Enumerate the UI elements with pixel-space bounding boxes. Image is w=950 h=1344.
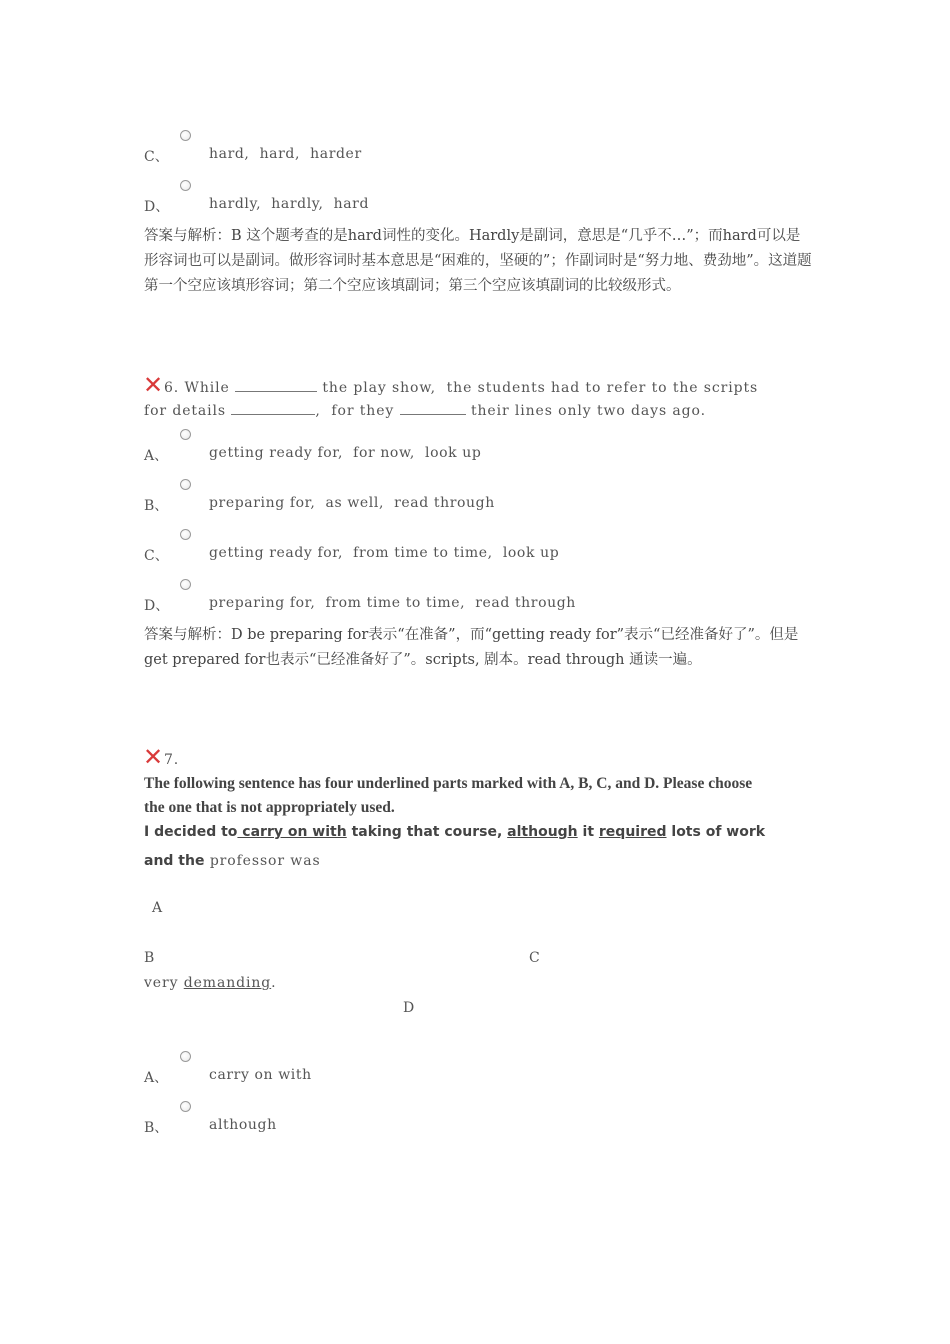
option-d-radio[interactable] (180, 180, 191, 191)
part-marker-b: B (144, 950, 156, 966)
sentence-text: very (144, 975, 184, 991)
wrong-answer-icon: ✕ (143, 743, 164, 771)
option-text: although (209, 1117, 277, 1133)
answer-blank (231, 402, 315, 415)
option-c-radio[interactable] (180, 130, 191, 141)
sentence-text: I decided to (144, 824, 238, 840)
part-marker-d: D (403, 1000, 416, 1016)
option-a-radio[interactable] (180, 429, 191, 440)
underlined-part-b: although (507, 824, 578, 840)
question-text-line (164, 379, 758, 396)
answer-explanation: 答案与解析：B 这个题考查的是hard词性的变化。Hardly是副词，意思是“几乎不…”；而hard可以是形容词也可以是副词。做形容词时基本意思是“困难的，坚硬的”；作副词时是“努力地、费劲地”。这道题第一个空应该填形容词；第二个空应该填副词；第三个空应该填副词的比较级形式。 (144, 228, 812, 294)
question-sentence-line (144, 975, 277, 991)
question-text: the play show, the students had to refer to the scripts (322, 380, 759, 396)
option-b-radio[interactable] (180, 479, 191, 490)
question-text: While (184, 380, 230, 396)
option-text: hard, hard, harder (209, 146, 362, 162)
question-text: their lines only two days ago. (470, 403, 706, 419)
question-instruction: the one that is not appropriately used. (144, 799, 395, 816)
option-text: getting ready for, for now, look up (209, 445, 482, 461)
wrong-answer-icon: ✕ (143, 371, 164, 399)
option-letter: A、 (144, 448, 169, 464)
option-letter: D、 (144, 199, 170, 215)
option-b-radio[interactable] (180, 1101, 191, 1112)
option-letter: B、 (144, 1120, 169, 1136)
underlined-part-d: demanding (183, 975, 272, 991)
question-text: , for they (315, 403, 395, 419)
underlined-part-c: required (598, 824, 667, 840)
question-number: 6. (164, 380, 180, 396)
sentence-text: lots of work (666, 824, 766, 840)
option-text: hardly, hardly, hard (209, 196, 370, 212)
question-instruction: The following sentence has four underlined parts marked with A, B, C, and D. Please choose (144, 775, 753, 792)
answer-explanation: 答案与解析：D be preparing for表示“在准备”，而“getting ready for”表示“已经准备好了”。但是get prepared for也表示“已经准备好了”。scripts, 剧本。read through 通读一遍。 (144, 627, 799, 668)
question-sentence-line (144, 850, 321, 869)
question-text-line (144, 402, 706, 419)
underlined-part-a: carry on with (237, 824, 347, 840)
answer-blank (235, 379, 317, 392)
option-letter: B、 (144, 498, 169, 514)
option-text: preparing for, as well, read through (209, 495, 495, 511)
sentence-text: and the (144, 853, 205, 869)
option-letter: C、 (144, 548, 169, 564)
option-text: getting ready for, from time to time, look up (209, 545, 560, 561)
part-marker-a: A (152, 900, 164, 916)
option-letter: A、 (144, 1070, 169, 1086)
sentence-text: taking that course, (346, 824, 508, 840)
answer-blank (400, 402, 466, 415)
sentence-text: . (271, 975, 277, 991)
sentence-text: it (577, 824, 599, 840)
option-c-radio[interactable] (180, 529, 191, 540)
option-letter: C、 (144, 149, 169, 165)
option-text: carry on with (209, 1067, 312, 1083)
option-d-radio[interactable] (180, 579, 191, 590)
option-letter: D、 (144, 598, 170, 614)
option-a-radio[interactable] (180, 1051, 191, 1062)
question-text: for details (144, 403, 227, 419)
option-text: preparing for, from time to time, read through (209, 595, 576, 611)
question-sentence-line (144, 824, 765, 840)
part-marker-c: C (529, 950, 541, 966)
question-number: 7. (164, 752, 180, 768)
sentence-text: professor was (204, 853, 321, 869)
